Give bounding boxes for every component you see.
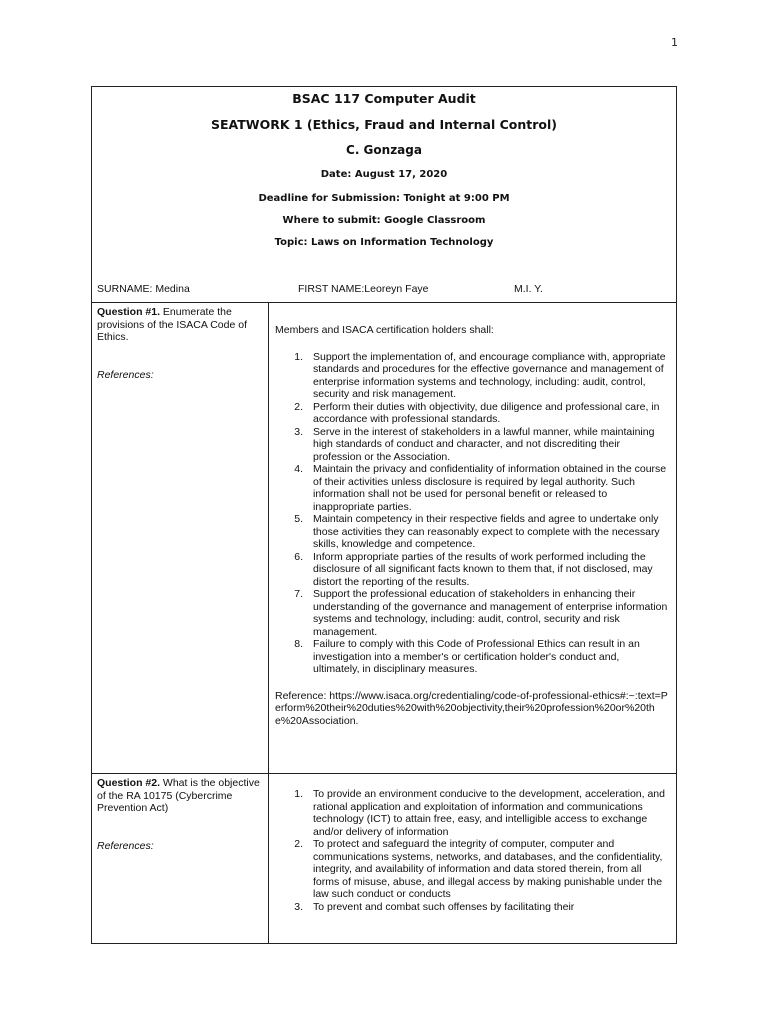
deadline-line: Deadline for Submission: Tonight at 9:00 PM	[258, 193, 510, 204]
page-number: 1	[671, 36, 678, 49]
list-item: 1. Support the implementation of, and encourage compliance with, appropriate standards and procedures for the effective governance and management of enterprise information systems and technology, including: audit, control, security and risk management.	[294, 350, 666, 400]
author-name: C. Gonzaga	[346, 143, 422, 157]
list-item: 5. Maintain competency in their respective fields and agree to undertake only those activities they can reasonably expect to complete with the necessary skills, knowledge and competence.	[294, 513, 660, 550]
question-prompt-1	[92, 303, 269, 773]
list-item: 3. Serve in the interest of stakeholders in a lawful manner, while maintaining high standards of conduct and character, and not discrediting their profession or the Association.	[294, 425, 655, 463]
topic-line: Topic: Laws on Information Technology	[274, 237, 494, 248]
answer-cell-1	[269, 303, 676, 773]
list-item: 4. Maintain the privacy and confidentiality of information obtained in the course of their activities unless disclosure is required by legal authority. Such information shall not be used for personal benefit or released to inappropriate parties.	[294, 463, 667, 513]
question-prompt-2	[92, 774, 269, 944]
submission-location: Where to submit: Google Classroom	[282, 215, 486, 226]
question-row-2	[92, 774, 676, 944]
list-item: 1. To provide an environment conducive to the development, acceleration, and rational application and exploitation of information and communications technology (ICT) to attain free, easy, and intelligible access to exchange and/or delivery of information	[294, 788, 665, 838]
question-label: Question #1.	[97, 306, 161, 318]
middle-initial-field: M.I. Y.	[514, 283, 543, 295]
ra10175-objectives-list	[275, 788, 668, 913]
list-item: 2. Perform their duties with objectivity, due diligence and professional care, in accordance with professional standards.	[294, 400, 660, 425]
list-item: 3. To prevent and combat such offenses by facilitating their	[294, 900, 575, 913]
list-item: 7. Support the professional education of stakeholders in enhancing their understanding of the governance and management of enterprise information systems and technology, including: audit, control, security and risk management.	[294, 588, 668, 638]
question-label: Question #2.	[97, 777, 161, 789]
reference-link[interactable]: Reference: https://www.isaca.org/credentialing/code-of-professional-ethics#:~:text=Perform%20their%20duties%20with%20objectivity,their%20profession%20or%20the%20Association.	[275, 689, 668, 727]
seatwork-title: SEATWORK 1 (Ethics, Fraud and Internal Control)	[211, 117, 557, 132]
first-name-field: FIRST NAME:Leoreyn Faye	[298, 283, 429, 295]
answer-cell-2	[269, 774, 676, 944]
question-row-1	[92, 303, 676, 774]
list-item: 6. Inform appropriate parties of the results of work performed including the disclosure of all significant facts known to them that, if not disclosed, may distort the reporting of the results.	[294, 550, 653, 588]
list-item: 8. Failure to comply with this Code of Professional Ethics can result in an investigation into a member's or certification holder's conduct and, ultimately, in disciplinary measures.	[294, 638, 640, 675]
answer-intro: Members and ISACA certification holders shall:	[275, 324, 494, 336]
surname-field: SURNAME: Medina	[97, 283, 190, 295]
student-name-row	[92, 283, 676, 299]
question-text: What is the objective of the RA 10175 (Cybercrime Prevention Act)	[97, 777, 260, 814]
header-cell	[92, 87, 676, 303]
list-item: 2. To protect and safeguard the integrity of computer, computer and communications systems, networks, and databases, and the confidentiality, integrity, and availability of information and data stored therein, from all forms of misuse, abuse, and illegal access by making punishable under the law such conduct or conducts	[294, 838, 663, 900]
ethics-provisions-list	[275, 351, 668, 676]
question-text: Enumerate the provisions of the ISACA Code of Ethics.	[97, 306, 247, 343]
course-title: BSAC 117 Computer Audit	[292, 91, 476, 106]
references-label: References:	[97, 839, 154, 852]
date-line: Date: August 17, 2020	[320, 169, 448, 180]
seatwork-table	[91, 86, 677, 944]
references-label: References:	[97, 368, 154, 381]
